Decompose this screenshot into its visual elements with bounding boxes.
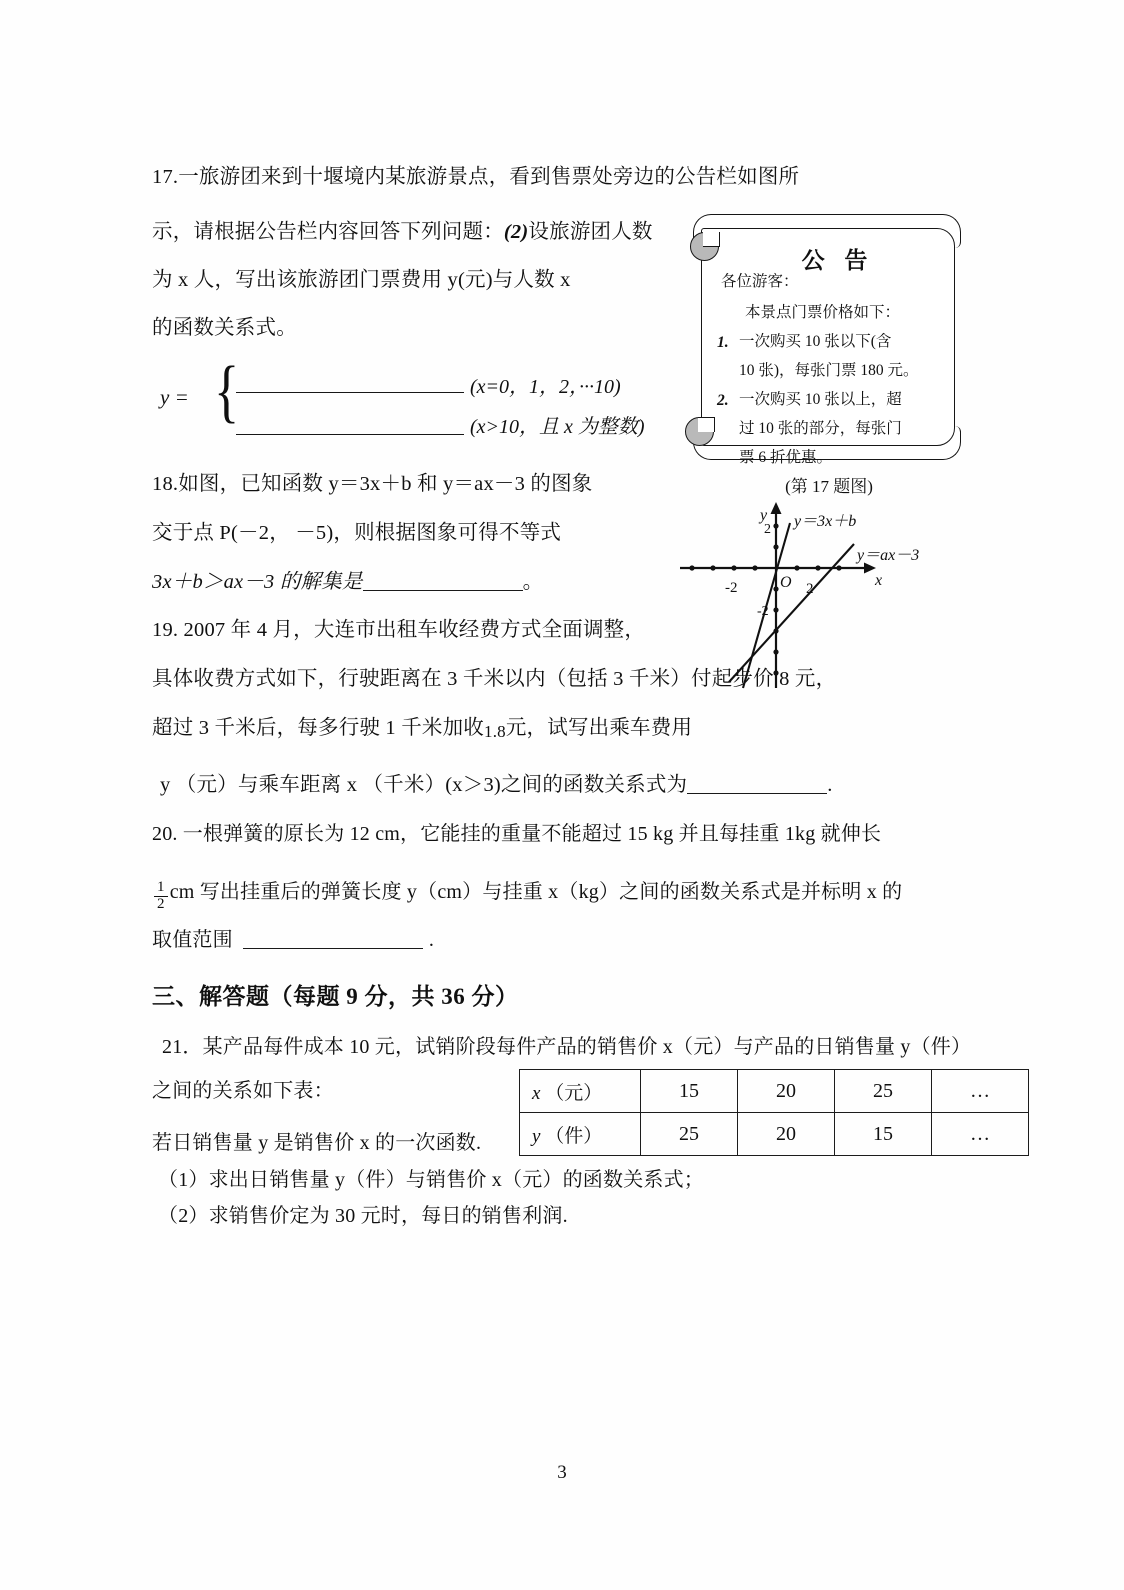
row-y-unit: （件） bbox=[545, 1125, 603, 1147]
q18-line-2: 交于点 P(－2， －5)，则根据图象可得不等式 bbox=[152, 522, 562, 544]
page-number: 3 bbox=[557, 1462, 567, 1483]
section-heading-3: 三、解答题（每题 9 分，共 36 分） bbox=[152, 984, 519, 1009]
graph-tick-label-x-2: 2 bbox=[806, 581, 814, 597]
q20-line-2-text: cm 写出挂重后的弹簧长度 y（cm）与挂重 x（kg）之间的函数关系式是并标明 x 的 bbox=[169, 880, 903, 903]
notice-item-1-line-1: 一次购买 10 张以下(含 bbox=[739, 333, 892, 350]
q21-sub-question-2: （2）求销售价定为 30 元时，每日的销售利润. bbox=[158, 1205, 568, 1227]
q20-period: . bbox=[428, 929, 435, 951]
q21-sub-question-1: （1）求出日销售量 y（件）与销售价 x（元）的函数关系式； bbox=[158, 1169, 704, 1191]
q17-line-1: 17.一旅游团来到十堰境内某旅游景点，看到售票处旁边的公告栏如图所 bbox=[152, 166, 800, 188]
graph-x-axis-label: x bbox=[875, 572, 883, 589]
q20-line-3-text: 取值范围 bbox=[152, 929, 233, 951]
table-row-x bbox=[520, 1070, 1029, 1113]
notice-item-2-number: 2. bbox=[717, 392, 729, 409]
q17-piecewise-lhs: y = bbox=[160, 385, 189, 409]
notice-item-2-line-1: 一次购买 10 张以上，超 bbox=[739, 391, 902, 408]
q17-line-2 bbox=[152, 222, 653, 243]
q20-line-3 bbox=[152, 930, 434, 950]
table-cell-x-2: 25 bbox=[835, 1070, 932, 1113]
table-cell-x-1: 20 bbox=[738, 1070, 835, 1113]
fraction-numerator: 1 bbox=[154, 880, 168, 897]
q19-period: . bbox=[827, 774, 833, 796]
scroll-curl-fold-bottom bbox=[698, 417, 715, 432]
q21-line-2: 之间的关系如下表： bbox=[152, 1080, 334, 1102]
q17-answer-blank-1[interactable] bbox=[236, 392, 464, 393]
table-row-label-x bbox=[520, 1070, 641, 1113]
q19-line-3-text-b: 元，试写出乘车费用 bbox=[505, 717, 693, 739]
notice-board-figure bbox=[683, 212, 975, 464]
q18-line-1: 18.如图，已知函数 y＝3x＋b 和 y＝ax－3 的图象 bbox=[152, 473, 593, 495]
row-y-symbol: y bbox=[532, 1125, 541, 1147]
q21-line-1: 21．某产品每件成本 10 元，试销阶段每件产品的销售价 x（元）与产品的日销售量 y（件） bbox=[162, 1036, 972, 1058]
notice-item-2-line-3: 票 6 折优惠。 bbox=[739, 449, 833, 466]
q17-condition-1: (x=0，1，2，···10) bbox=[470, 376, 621, 398]
q18-answer-blank[interactable] bbox=[363, 590, 523, 591]
q19-line-1: 19. 2007 年 4 月，大连市出租车收经费方式全面调整， bbox=[152, 619, 646, 641]
q17-part-2-marker: (2) bbox=[503, 221, 529, 243]
table-cell-y-2: 15 bbox=[835, 1113, 932, 1156]
q17-line-3: 为 x 人，写出该旅游团门票费用 y(元)与人数 x bbox=[152, 269, 571, 291]
table-row-y bbox=[520, 1113, 1029, 1156]
table-cell-y-0: 25 bbox=[641, 1113, 738, 1156]
q17-line-4: 的函数关系式。 bbox=[152, 317, 297, 339]
notice-title: 公 告 bbox=[801, 248, 875, 273]
notice-intro: 本景点门票价格如下： bbox=[745, 304, 901, 321]
q20-fraction-one-half bbox=[154, 880, 168, 913]
q20-answer-blank[interactable] bbox=[243, 948, 423, 949]
q17-piecewise-answer-group bbox=[160, 353, 660, 438]
line-y-equals-ax-minus-3 bbox=[729, 544, 854, 682]
notice-greeting: 各位游客： bbox=[721, 273, 799, 290]
graph-y-axis-label: y bbox=[760, 507, 768, 524]
table-cell-x-0: 15 bbox=[641, 1070, 738, 1113]
q19-line-2: 具体收费方式如下，行驶距离在 3 千米以内（包括 3 千米）付起步价 8 元， bbox=[152, 668, 837, 690]
table-cell-y-1: 20 bbox=[738, 1113, 835, 1156]
graph-line-label-2: y＝ax－3 bbox=[857, 547, 920, 564]
table-row-label-y bbox=[520, 1113, 641, 1156]
q19-rate-value: 1.8 bbox=[484, 722, 506, 741]
q19-answer-blank[interactable] bbox=[687, 793, 827, 794]
q17-answer-blank-2[interactable] bbox=[236, 434, 464, 435]
q17-line-2-text-b: 设旅游团人数 bbox=[528, 221, 653, 243]
q17-piecewise-brace: { bbox=[214, 353, 240, 430]
graph-line-label-1: y＝3x＋b bbox=[794, 513, 857, 530]
q17-line-2-text-a: 示，请根据公告栏内容回答下列问题： bbox=[152, 221, 504, 243]
q17-condition-2: (x>10，且 x 为整数) bbox=[470, 416, 645, 438]
row-x-unit: （元） bbox=[545, 1082, 603, 1104]
q18-line-3 bbox=[152, 572, 543, 593]
graph-tick-label-y-2: 2 bbox=[764, 522, 771, 537]
fraction-denominator: 2 bbox=[157, 895, 165, 912]
q20-line-1: 20. 一根弹簧的原长为 12 cm，它能挂的重量不能超过 15 kg 并且每挂重 1kg 就伸长 bbox=[152, 823, 882, 845]
y-axis-arrow bbox=[771, 502, 782, 514]
q19-line-4-text: y （元）与乘车距离 x （千米）(x＞3)之间的函数关系式为 bbox=[160, 774, 688, 796]
q18-inequality: 3x＋b＞ax－3 的解集是 bbox=[152, 571, 363, 593]
q19-line-3 bbox=[152, 718, 692, 740]
q21-line-3: 若日销售量 y 是销售价 x 的一次函数. bbox=[152, 1132, 482, 1154]
q20-line-2 bbox=[152, 880, 902, 913]
q19-line-3-text-a: 超过 3 千米后，每多行驶 1 千米加收 bbox=[152, 717, 484, 739]
notice-item-1-line-2: 10 张)，每张门票 180 元。 bbox=[739, 362, 919, 379]
q21-data-table bbox=[519, 1069, 1029, 1156]
q18-period: 。 bbox=[522, 571, 544, 593]
graph-origin-label: O bbox=[780, 574, 792, 591]
table-cell-x-3: … bbox=[932, 1070, 1029, 1113]
row-x-symbol: x bbox=[532, 1082, 541, 1104]
graph-tick-label-x-neg2: -2 bbox=[725, 580, 738, 596]
figure-caption-q17: (第 17 题图) bbox=[785, 477, 873, 496]
axis-tick-dots bbox=[689, 523, 841, 675]
notice-item-2-line-2: 过 10 张的部分，每张门 bbox=[739, 420, 902, 437]
notice-item-1-number: 1. bbox=[717, 334, 729, 351]
table-cell-y-3: … bbox=[932, 1113, 1029, 1156]
q19-line-4 bbox=[160, 775, 833, 796]
graph-tick-label-y-neg2: -2 bbox=[757, 604, 769, 619]
